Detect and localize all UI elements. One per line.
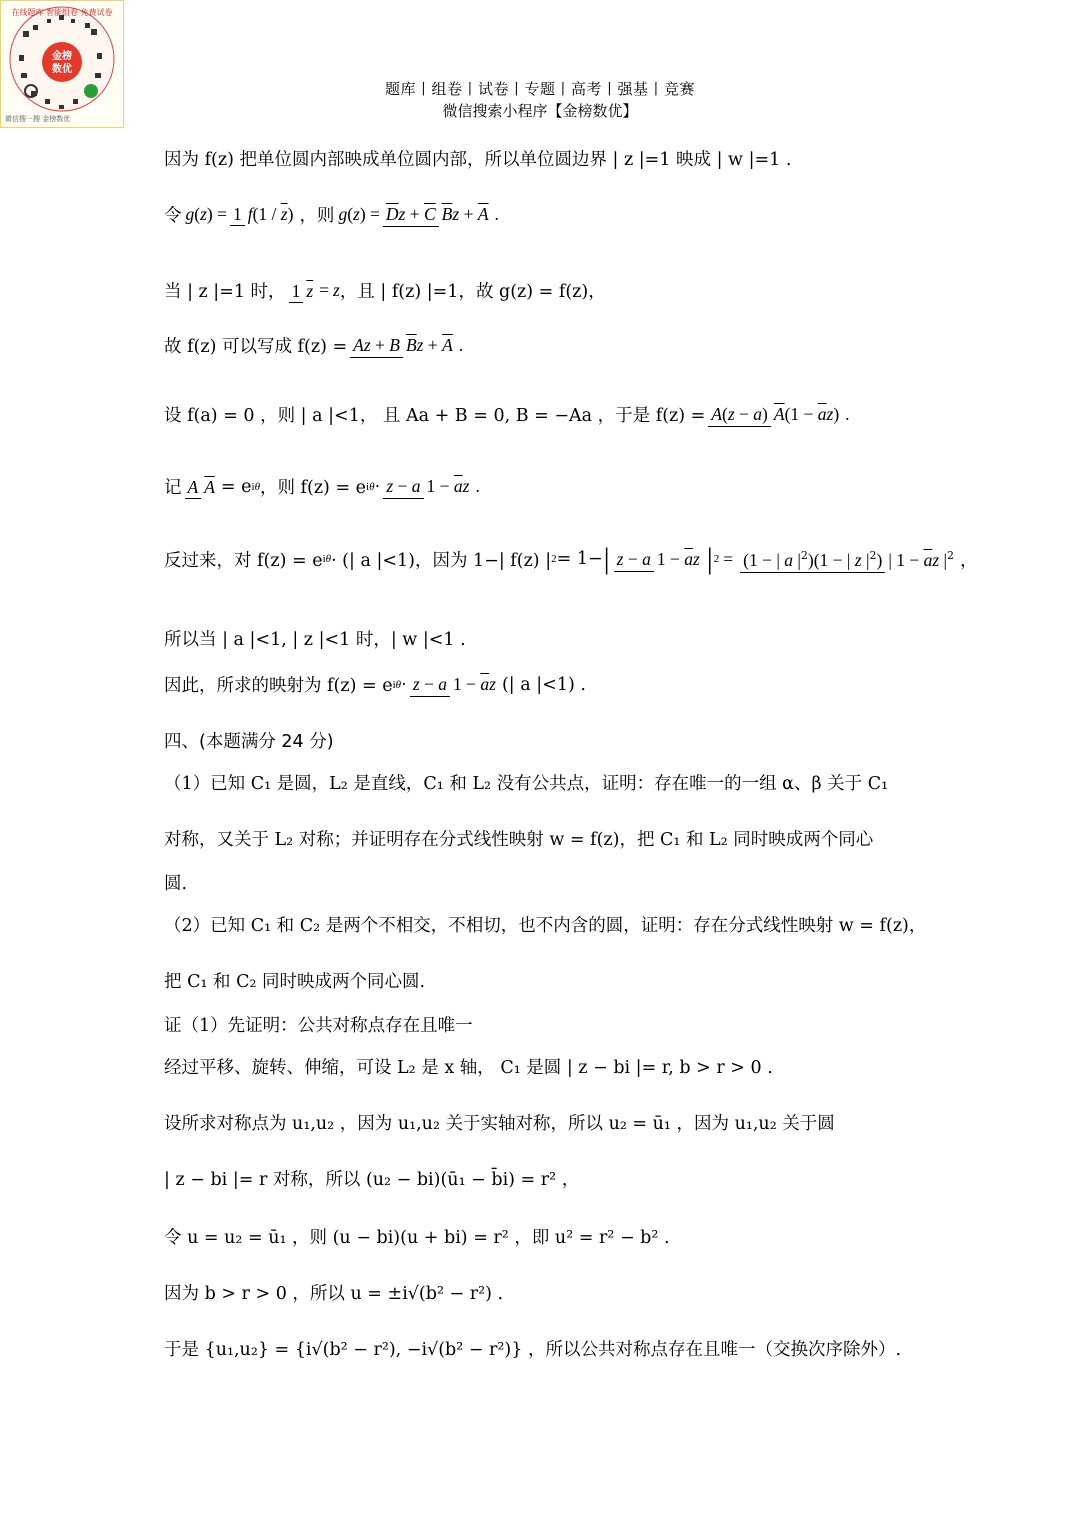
fraction-g-def: 1 $f(1 / \overline{z})$ xyxy=(230,203,296,226)
math-g-def: g xyxy=(185,204,195,224)
proof-line-2: 经过平移、旋转、伸缩，可设 L₂ 是 x 轴， C₁ 是圆 | z − bi |= r, b > r > 0 . xyxy=(164,1058,773,1078)
line-3-suffix: ，且 | f(z) |=1，故 g(z) = f(z)， xyxy=(339,282,606,302)
section-title xyxy=(164,728,334,753)
line-2-prefix: 令 xyxy=(164,206,182,226)
text-line-1 xyxy=(164,146,791,171)
header-subtitle: 微信搜索小程序【金榜数优】 xyxy=(442,102,638,120)
fraction-f-form: Az + B $\overline{B}z + \overline{A}$ xyxy=(350,334,456,357)
line-7-prefix: 反过来，对 f(z) = e xyxy=(164,550,323,571)
svg-text:在线题库 智能组卷 免费试卷: 在线题库 智能组卷 免费试卷 xyxy=(11,8,113,17)
fraction-final: z − a $1 - \overline{a}z$ xyxy=(410,673,499,696)
logo-caption: 微信搜一搜 金榜数优 xyxy=(5,115,71,123)
proof-line-5: 令 u = u₂ = ū₁ ，则 (u − bi)(u + bi) = r² ，即 u² = r² − b² . xyxy=(164,1228,670,1248)
text-line-2: 令 g ( z ) = 1 $f(1 / \overline{z})$ ，则 g ( z ) = $\overline{D}z + \overline{C}$ $\overline{B}z + \overline{A}$ . xyxy=(164,204,499,226)
svg-text:金榜: 金榜 xyxy=(52,51,72,62)
fraction-A-over-Abar: A $\overline{A}$ xyxy=(185,476,218,498)
line-4-prefix: 故 f(z) 可以写成 f(z) = xyxy=(164,337,348,357)
line-5-prefix: 设 f(a) = 0 ，则 | a |<1， 且 Aa + B = 0, B = −Aa ，于是 f(z) = xyxy=(164,406,706,426)
svg-text:数优: 数优 xyxy=(52,64,72,75)
line-8-text: 所以当 | a |<1, | z |<1 时，| w |<1 . xyxy=(164,630,466,650)
fraction-1-over-zbar: 1 $\overline{z}$ xyxy=(289,280,317,302)
problem-1-line-b: 对称，又关于 L₂ 对称；并证明存在分式线性映射 w = f(z)，把 C₁ 和 L₂ 同时映成两个同心 xyxy=(164,830,874,850)
text-line-6: 记 A $\overline{A}$ = e iθ ，则 f(z) = e iθ · z − a $1 - \overline{a}z$ . xyxy=(164,476,480,498)
fraction-g-form: $\overline{D}z + \overline{C}$ $\overline{B}z + \overline{A}$ xyxy=(383,203,492,226)
text-line-3: 当 | z |=1 时， 1 $\overline{z}$ = z ，且 | f(z) |=1，故 g(z) = f(z)， xyxy=(164,280,606,302)
text-line-9: 因此，所求的映射为 f(z) = e iθ · z − a $1 - \overline{a}z$ (| a |<1) . xyxy=(164,674,586,696)
section-4-title: 四、(本题满分 24 分) xyxy=(164,732,334,752)
line-1-text: 因为 f(z) 把单位圆内部映成单位圆内部，所以单位圆边界 | z |=1 映成 | w |=1 . xyxy=(164,150,792,170)
line-9-prefix: 因此，所求的映射为 f(z) = e xyxy=(164,676,393,696)
problem-2-line-b: 把 C₁ 和 C₂ 同时映成两个同心圆. xyxy=(164,972,426,992)
proof-line-7: 于是 {u₁,u₂} = {i√(b² − r²), −i√(b² − r²)} ，所以公共对称点存在且唯一（交换次序除外）. xyxy=(164,1340,902,1360)
text-line-4: 故 f(z) 可以写成 f(z) = Az + B $\overline{B}z + \overline{A}$ . xyxy=(164,335,464,357)
text-line-8 xyxy=(164,626,466,651)
line-9-suffix: (| a |<1) . xyxy=(501,674,586,695)
line-6-prefix: 记 xyxy=(164,478,182,498)
line-6-mid2: ，则 f(z) = e xyxy=(259,478,367,498)
proof-line-3: 设所求对称点为 u₁,u₂ ，因为 u₁,u₂ 关于实轴对称，所以 u₂ = ū₁ ，因为 u₁,u₂ 关于圆 xyxy=(164,1114,835,1134)
text-line-5: 设 f(a) = 0 ，则 | a |<1， 且 Aa + B = 0, B = −Aa ，于是 f(z) = A(z − a) $\overline{A}(1 - \overline{a}z)$ . xyxy=(164,404,850,426)
proof-line-4: | z − bi |= r 对称，所以 (u₂ − bi)(ū₁ − b̄i) = r² ， xyxy=(164,1170,580,1190)
page-header xyxy=(0,78,1080,122)
fraction-identity: (1 − | a $|^2)(1$ − | z $|^2$) | $1 - \overline{a}z$ $|^2$ xyxy=(740,546,957,573)
line-7-mid: · (| a |<1)，因为 1−| f(z) | xyxy=(331,550,552,571)
header-nav[interactable]: 题库丨组卷丨试卷丨专题丨高考丨强基丨竞赛 xyxy=(384,80,695,98)
problem-1-line-a: （1）已知 C₁ 是圆，L₂ 是直线，C₁ 和 L₂ 没有公共点，证明：存在唯一的一组 α、β 关于 C₁ xyxy=(164,774,889,794)
line-7-mid2: = 1− xyxy=(556,549,603,569)
fraction-f-a: A(z − a) $\overline{A}(1 - \overline{a}z)$ xyxy=(708,403,842,426)
proof-line-1: 证（1）先证明：公共对称点存在且唯一 xyxy=(164,1016,473,1036)
line-3-prefix: 当 | z |=1 时， xyxy=(164,282,286,302)
fraction-moebius: z − a $1 - \overline{a}z$ xyxy=(383,475,472,498)
problem-1-line-c: 圆. xyxy=(164,874,188,894)
problem-2-line-a: （2）已知 C₁ 和 C₂ 是两个不相交，不相切，也不内含的圆，证明：存在分式线性映射 w = f(z)， xyxy=(164,916,927,936)
text-line-7: 反过来，对 f(z) = e iθ · (| a |<1)，因为 1−| f(z) | 2 = 1− | z − a $1 - \overline{a}z$ | 2 = (1 − | a $|^2)(1$ − | z $|^2$) | $1 - \overline{a}z$ $|^2$ ， xyxy=(164,542,978,575)
fraction-abs: z − a $1 - \overline{a}z$ xyxy=(614,548,703,571)
line-2-mid: ，则 xyxy=(299,206,335,226)
proof-line-6: 因为 b > r > 0 ，所以 u = ±i√(b² − r²) . xyxy=(164,1284,504,1304)
line-6-mid: = e xyxy=(220,476,252,497)
